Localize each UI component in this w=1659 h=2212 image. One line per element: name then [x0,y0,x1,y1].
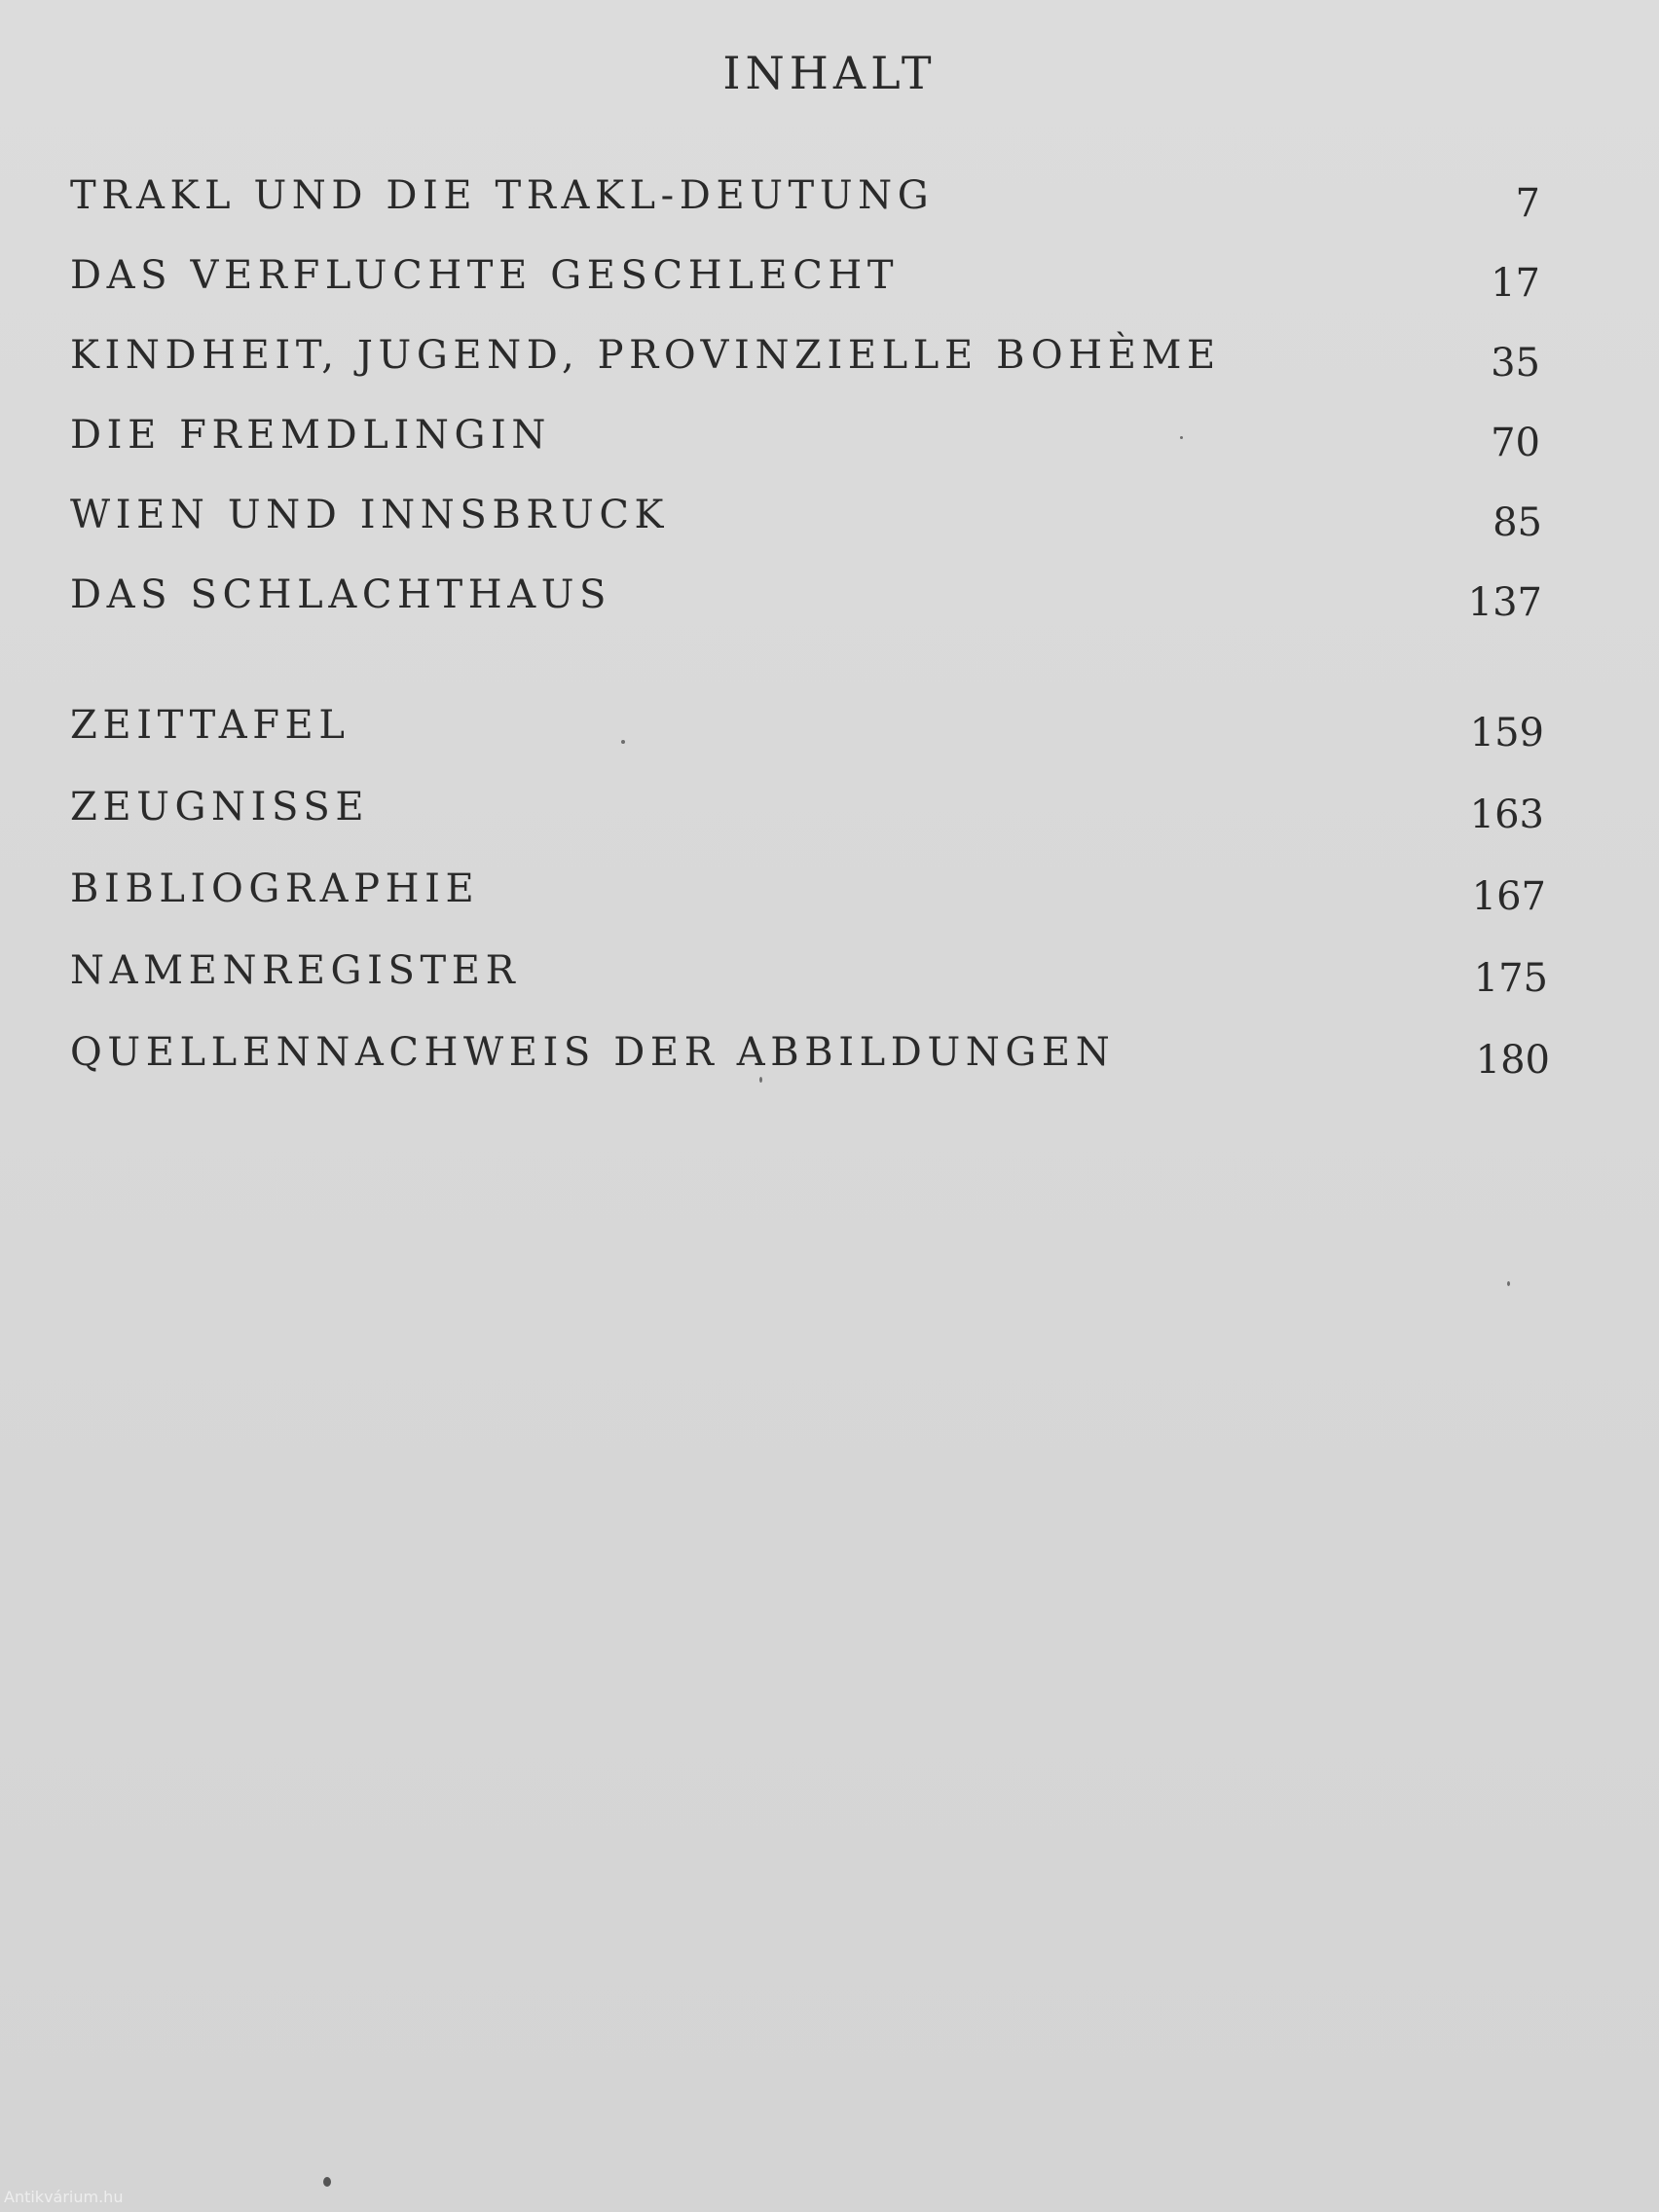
toc-entry-page: 167 [1471,874,1546,919]
toc-entry-label: DAS VERFLUCHTE GESCHLECHT [70,253,900,298]
watermark: Antikvárium.hu [4,2188,124,2206]
toc-entry-page: 180 [1475,1038,1550,1083]
toc-entry-label: KINDHEIT, JUGEND, PROVINZIELLE BOHÈME [70,333,1221,378]
toc-entry-page: 159 [1469,711,1544,756]
paper-speck [1507,1281,1510,1286]
toc-entry [70,1030,1550,1085]
toc-entry-page: 35 [1491,341,1540,386]
toc-entry [70,253,1550,308]
toc-entry [70,948,1550,1003]
paper-speck [759,1077,762,1083]
toc-entry [70,413,1550,467]
toc-entry-label: TRAKL UND DIE TRAKL-DEUTUNG [70,173,935,218]
toc-entry-label: ZEITTAFEL [70,703,350,748]
toc-entry-label: ZEUGNISSE [70,785,370,830]
toc-entry-label: DAS SCHLACHTHAUS [70,572,612,617]
toc-entry-page: 17 [1491,261,1540,306]
toc-entry-page: 70 [1491,421,1540,465]
toc-entry [70,333,1550,387]
paper-speck [323,2177,331,2187]
toc-entry-page: 7 [1515,181,1540,226]
paper-speck [1180,436,1183,439]
toc-entry-page: 137 [1467,580,1542,625]
toc-entry-label: DIE FREMDLINGIN [70,413,551,458]
toc-entry-label: WIEN UND INNSBRUCK [70,493,670,537]
toc-entry [70,785,1550,839]
toc-entry-label: NAMENREGISTER [70,948,521,993]
toc-entry-page: 163 [1469,793,1544,837]
paper-speck [621,740,625,744]
toc-entry [70,703,1550,757]
toc-entry-page: 175 [1473,956,1548,1001]
toc-entry [70,493,1550,547]
toc-entry [70,572,1550,627]
toc-entry [70,866,1550,921]
toc-entry-label: BIBLIOGRAPHIE [70,866,480,911]
toc-entry-label: QUELLENNACHWEIS DER ABBILDUNGEN [70,1030,1116,1075]
toc-entry-page: 85 [1493,500,1542,545]
page-title: INHALT [722,47,937,99]
toc-entry [70,173,1550,228]
